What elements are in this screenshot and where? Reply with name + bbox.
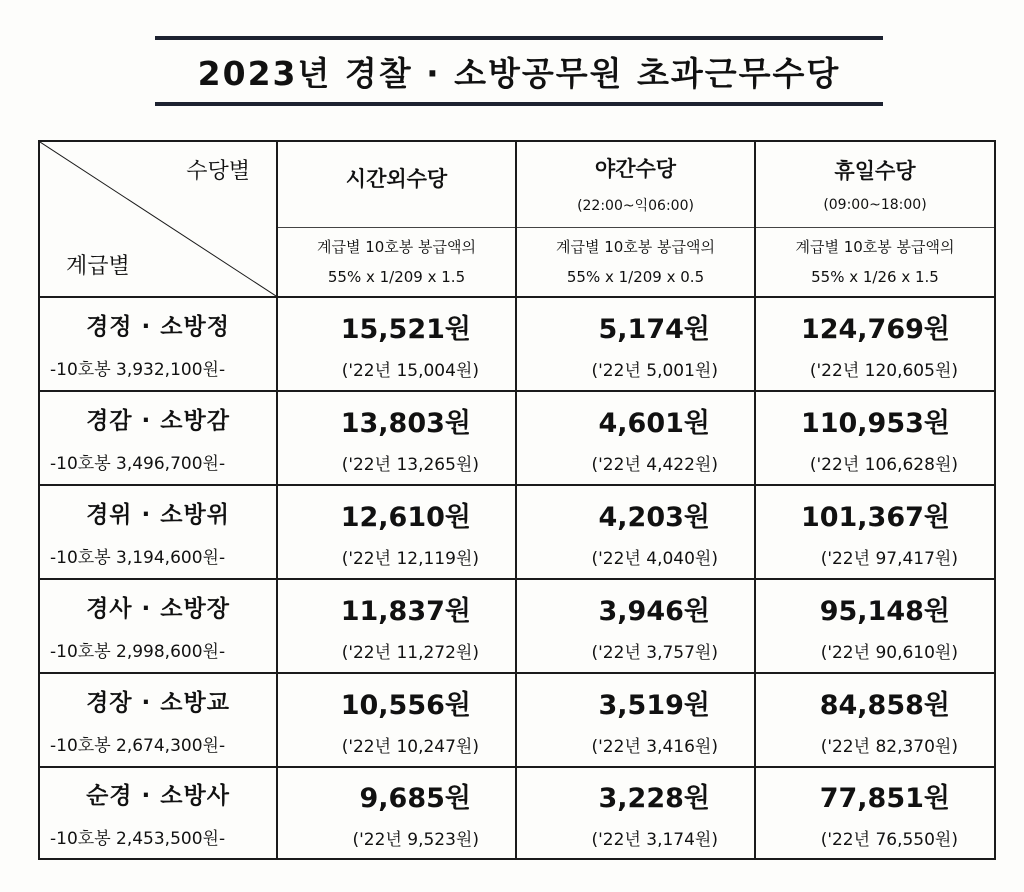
previous-year-amount: ('22년 9,523원) (352, 830, 479, 850)
previous-year-amount: ('22년 3,174원) (591, 830, 718, 850)
rank-name: 경감 · 소방감 (86, 408, 230, 434)
previous-year-amount: ('22년 4,040원) (591, 549, 718, 569)
previous-year-amount: ('22년 4,422원) (591, 455, 718, 475)
formula-line-2: 55% x 1/209 x 1.5 (327, 267, 466, 286)
table-row (39, 391, 995, 485)
overtime-cell (277, 767, 516, 859)
table-row (39, 485, 995, 579)
formula-holiday (755, 227, 995, 297)
rank-base-pay: -10호봉 3,932,100원- (50, 360, 226, 380)
corner-label-allowance-type: 수당별 (186, 159, 250, 184)
previous-year-amount: ('22년 11,272원) (341, 643, 479, 663)
overtime-cell (277, 391, 516, 485)
previous-year-amount: ('22년 90,610원) (820, 643, 958, 663)
holiday-cell (755, 391, 995, 485)
holiday-cell (755, 485, 995, 579)
rank-name: 경위 · 소방위 (86, 502, 230, 528)
overtime-cell (277, 485, 516, 579)
night-cell (516, 485, 755, 579)
formula-line-1: 계급별 10호봉 봉급액의 (555, 237, 716, 256)
allowance-table (38, 140, 996, 860)
previous-year-amount: ('22년 120,605원) (809, 361, 958, 381)
column-hours: (09:00~18:00) (823, 197, 927, 214)
table-row (39, 673, 995, 767)
night-cell (516, 767, 755, 859)
allowance-amount: 77,851원 (819, 783, 950, 814)
rank-base-pay: -10호봉 3,194,600원- (50, 548, 226, 568)
page-title: 2023년 경찰 · 소방공무원 초과근무수당 (197, 53, 841, 93)
formula-night (516, 227, 755, 297)
column-hours: (22:00~익06:00) (577, 198, 694, 215)
formula-line-2: 55% x 1/26 x 1.5 (811, 267, 939, 286)
previous-year-amount: ('22년 76,550원) (820, 830, 958, 850)
allowance-amount: 10,556원 (340, 690, 471, 721)
allowance-amount: 3,228원 (598, 783, 710, 814)
rank-base-pay: -10호봉 2,998,600원- (50, 642, 226, 662)
overtime-cell (277, 297, 516, 391)
column-name: 시간외수당 (345, 167, 448, 192)
allowance-amount: 101,367원 (800, 502, 950, 533)
allowance-amount: 4,601원 (598, 408, 710, 439)
rank-cell (39, 485, 277, 579)
formula-line-1: 계급별 10호봉 봉급액의 (795, 237, 955, 256)
title-banner (155, 36, 883, 106)
rank-cell (39, 767, 277, 859)
allowance-amount: 15,521원 (340, 314, 471, 345)
header-row (39, 141, 995, 227)
previous-year-amount: ('22년 10,247원) (341, 737, 479, 757)
holiday-cell (755, 297, 995, 391)
rank-cell (39, 673, 277, 767)
night-cell (516, 579, 755, 673)
rank-name: 경장 · 소방교 (86, 690, 230, 716)
allowance-amount: 13,803원 (340, 408, 471, 439)
previous-year-amount: ('22년 97,417원) (820, 549, 958, 569)
night-cell (516, 391, 755, 485)
rank-cell (39, 297, 277, 391)
column-header-overtime (277, 141, 516, 227)
formula-line-2: 55% x 1/209 x 0.5 (566, 267, 705, 286)
holiday-cell (755, 767, 995, 859)
table-row (39, 767, 995, 859)
column-name: 휴일수당 (834, 159, 916, 184)
rank-name: 경정 · 소방정 (86, 314, 230, 340)
rank-cell (39, 579, 277, 673)
allowance-amount: 5,174원 (598, 314, 710, 345)
allowance-amount: 84,858원 (819, 690, 950, 721)
holiday-cell (755, 579, 995, 673)
allowance-amount: 12,610원 (340, 502, 471, 533)
overtime-cell (277, 673, 516, 767)
allowance-amount: 9,685원 (359, 783, 471, 814)
allowance-amount: 3,519원 (598, 690, 710, 721)
column-header-night (516, 141, 755, 227)
previous-year-amount: ('22년 3,416원) (591, 737, 718, 757)
rank-name: 순경 · 소방사 (86, 783, 230, 809)
corner-cell (39, 141, 277, 297)
rank-base-pay: -10호봉 2,453,500원- (50, 829, 226, 849)
table-row (39, 579, 995, 673)
rank-name: 경사 · 소방장 (86, 596, 230, 622)
column-name: 야간수당 (594, 157, 677, 182)
allowance-amount: 4,203원 (598, 502, 710, 533)
rank-cell (39, 391, 277, 485)
allowance-amount: 95,148원 (819, 596, 950, 627)
rank-base-pay: -10호봉 2,674,300원- (50, 736, 226, 756)
table-row (39, 297, 995, 391)
allowance-amount: 110,953원 (800, 408, 950, 439)
corner-label-rank: 계급별 (66, 254, 130, 279)
night-cell (516, 297, 755, 391)
formula-overtime (277, 227, 516, 297)
column-header-holiday (755, 141, 995, 227)
previous-year-amount: ('22년 82,370원) (820, 737, 958, 757)
allowance-amount: 3,946원 (598, 596, 710, 627)
previous-year-amount: ('22년 13,265원) (341, 455, 479, 475)
night-cell (516, 673, 755, 767)
formula-line-1: 계급별 10호봉 봉급액의 (316, 237, 477, 256)
allowance-amount: 11,837원 (340, 596, 471, 627)
previous-year-amount: ('22년 15,004원) (341, 361, 479, 381)
allowance-amount: 124,769원 (800, 314, 950, 345)
overtime-cell (277, 579, 516, 673)
rank-base-pay: -10호봉 3,496,700원- (50, 454, 226, 474)
previous-year-amount: ('22년 106,628원) (809, 455, 958, 475)
previous-year-amount: ('22년 12,119원) (341, 549, 479, 569)
holiday-cell (755, 673, 995, 767)
previous-year-amount: ('22년 3,757원) (591, 643, 718, 663)
previous-year-amount: ('22년 5,001원) (591, 361, 718, 381)
